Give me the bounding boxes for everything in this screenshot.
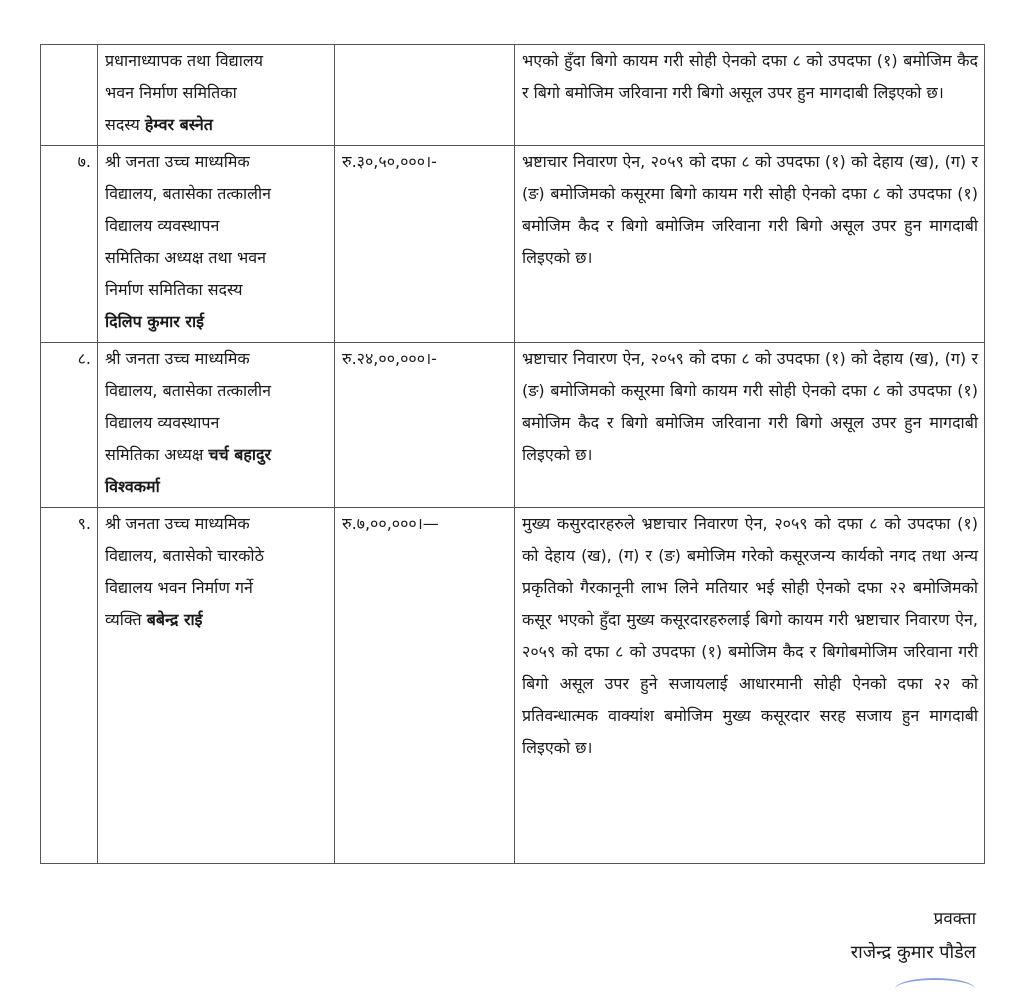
defendant-line: श्री जनता उच्च माध्यमिक (105, 152, 250, 171)
description-cell: भ्रष्टाचार निवारण ऐन, २०५९ को दफा ८ को उपदफा (१) को देहाय (ख), (ग) र (ङ) बमोजिमको कसूरमा बिगो कायम गरी सोही ऐनको दफा ८ को उपदफा (१) बमोजिम कैद र बिगो बमोजिम जरिवाना गरी बिगो असूल उपर हुन मागदाबी लिइएको छ। (515, 146, 985, 343)
serial-number: ७. (41, 146, 98, 343)
defendant-prefix: समितिका अध्यक्ष (105, 445, 209, 464)
defendant-line: श्री जनता उच्च माध्यमिक (105, 514, 250, 533)
defendant-cell (98, 146, 335, 343)
spokesperson-name: राजेन्द्र कुमार पौडेल (850, 942, 976, 963)
table-row (41, 45, 985, 146)
case-table (40, 44, 985, 864)
defendant-line: प्रधानाध्यापक तथा विद्यालय (105, 51, 263, 70)
spokesperson-title: प्रवक्ता (933, 909, 976, 929)
defendant-line: विद्यालय, बतासेका तत्कालीन (105, 184, 272, 203)
defendant-line: श्री जनता उच्च माध्यमिक (105, 349, 250, 368)
defendant-line: भवन निर्माण समितिका (105, 83, 237, 102)
table-row (41, 508, 985, 864)
defendant-line: विद्यालय, बतासेका तत्कालीन (105, 381, 272, 400)
serial-number: ८. (41, 343, 98, 508)
serial-number: ९. (41, 508, 98, 864)
description-cell: मुख्य कसुरदारहरुले भ्रष्टाचार निवारण ऐन, २०५९ को दफा ८ को उपदफा (१) को देहाय (ख), (ग) र (ङ) बमोजिम गरेको कसूरजन्य कार्यको नगद तथा अन्य प्रकृतिको गैरकानूनी लाभ लिने मतियार भई सोही ऐनको दफा २२ बमोजिमको कसूर भएको हुँदा मुख्य कसूरदारहरुलाई बिगो कायम गरी भ्रष्टाचार निवारण ऐन, २०५९ को दफा ८ को उपदफा (१) बमोजिम कैद र बिगोबमोजिम जरिवाना गरी बिगो असूल उपर हुने सजायलाई आधारमानी सोही ऐनको दफा २२ को प्रतिवन्धात्मक वाक्यांश बमोजिम मुख्य कसूरदार सरह सजाय हुन मागदाबी लिइएको छ। (515, 508, 985, 864)
defendant-line-final (105, 604, 328, 636)
defendant-name: चर्च बहादुर विश्वकर्मा (105, 445, 272, 496)
table-row (41, 146, 985, 343)
amount-cell: रु.३०,५०,०००।- (335, 146, 515, 343)
defendant-line-final (105, 306, 328, 338)
description-cell: भ्रष्टाचार निवारण ऐन, २०५९ को दफा ८ को उपदफा (१) को देहाय (ख), (ग) र (ङ) बमोजिमको कसूरमा बिगो कायम गरी सोही ऐनको दफा ८ को उपदफा (१) बमोजिम कैद र बिगो बमोजिम जरिवाना गरी बिगो असूल उपर हुन मागदाबी लिइएको छ। (515, 343, 985, 508)
defendant-line: विद्यालय व्यवस्थापन (105, 216, 220, 235)
defendant-name: दिलिप कुमार राई (105, 312, 204, 331)
description-cell: भएको हुँदा बिगो कायम गरी सोही ऐनको दफा ८ को उपदफा (१) बमोजिम कैद र बिगो बमोजिम जरिवाना गरी बिगो असूल उपर हुन मागदाबी लिइएको छ। (515, 45, 985, 146)
defendant-line-final (105, 109, 328, 141)
defendant-line: विद्यालय भवन निर्माण गर्ने (105, 578, 253, 597)
amount-cell: रु.७,००,०००।— (335, 508, 515, 864)
defendant-line: विद्यालय, बतासेको चारकोठे (105, 546, 264, 565)
defendant-line: समितिका अध्यक्ष तथा भवन (105, 248, 266, 267)
defendant-cell (98, 343, 335, 508)
defendant-cell (98, 508, 335, 864)
defendant-line-final (105, 439, 328, 503)
defendant-name: बबेन्द्र राई (146, 610, 203, 629)
amount-cell: रु.२४,००,०००।- (335, 343, 515, 508)
stamp-mark (895, 978, 975, 1000)
defendant-prefix: व्यक्ति (105, 610, 147, 629)
defendant-name: हेम्वर बस्नेत (144, 115, 213, 134)
defendant-line: निर्माण समितिका सदस्य (105, 280, 243, 299)
defendant-line: विद्यालय व्यवस्थापन (105, 413, 220, 432)
amount-cell (335, 45, 515, 146)
table-row (41, 343, 985, 508)
defendant-prefix: सदस्य (105, 115, 145, 134)
serial-number (41, 45, 98, 146)
defendant-cell (98, 45, 335, 146)
